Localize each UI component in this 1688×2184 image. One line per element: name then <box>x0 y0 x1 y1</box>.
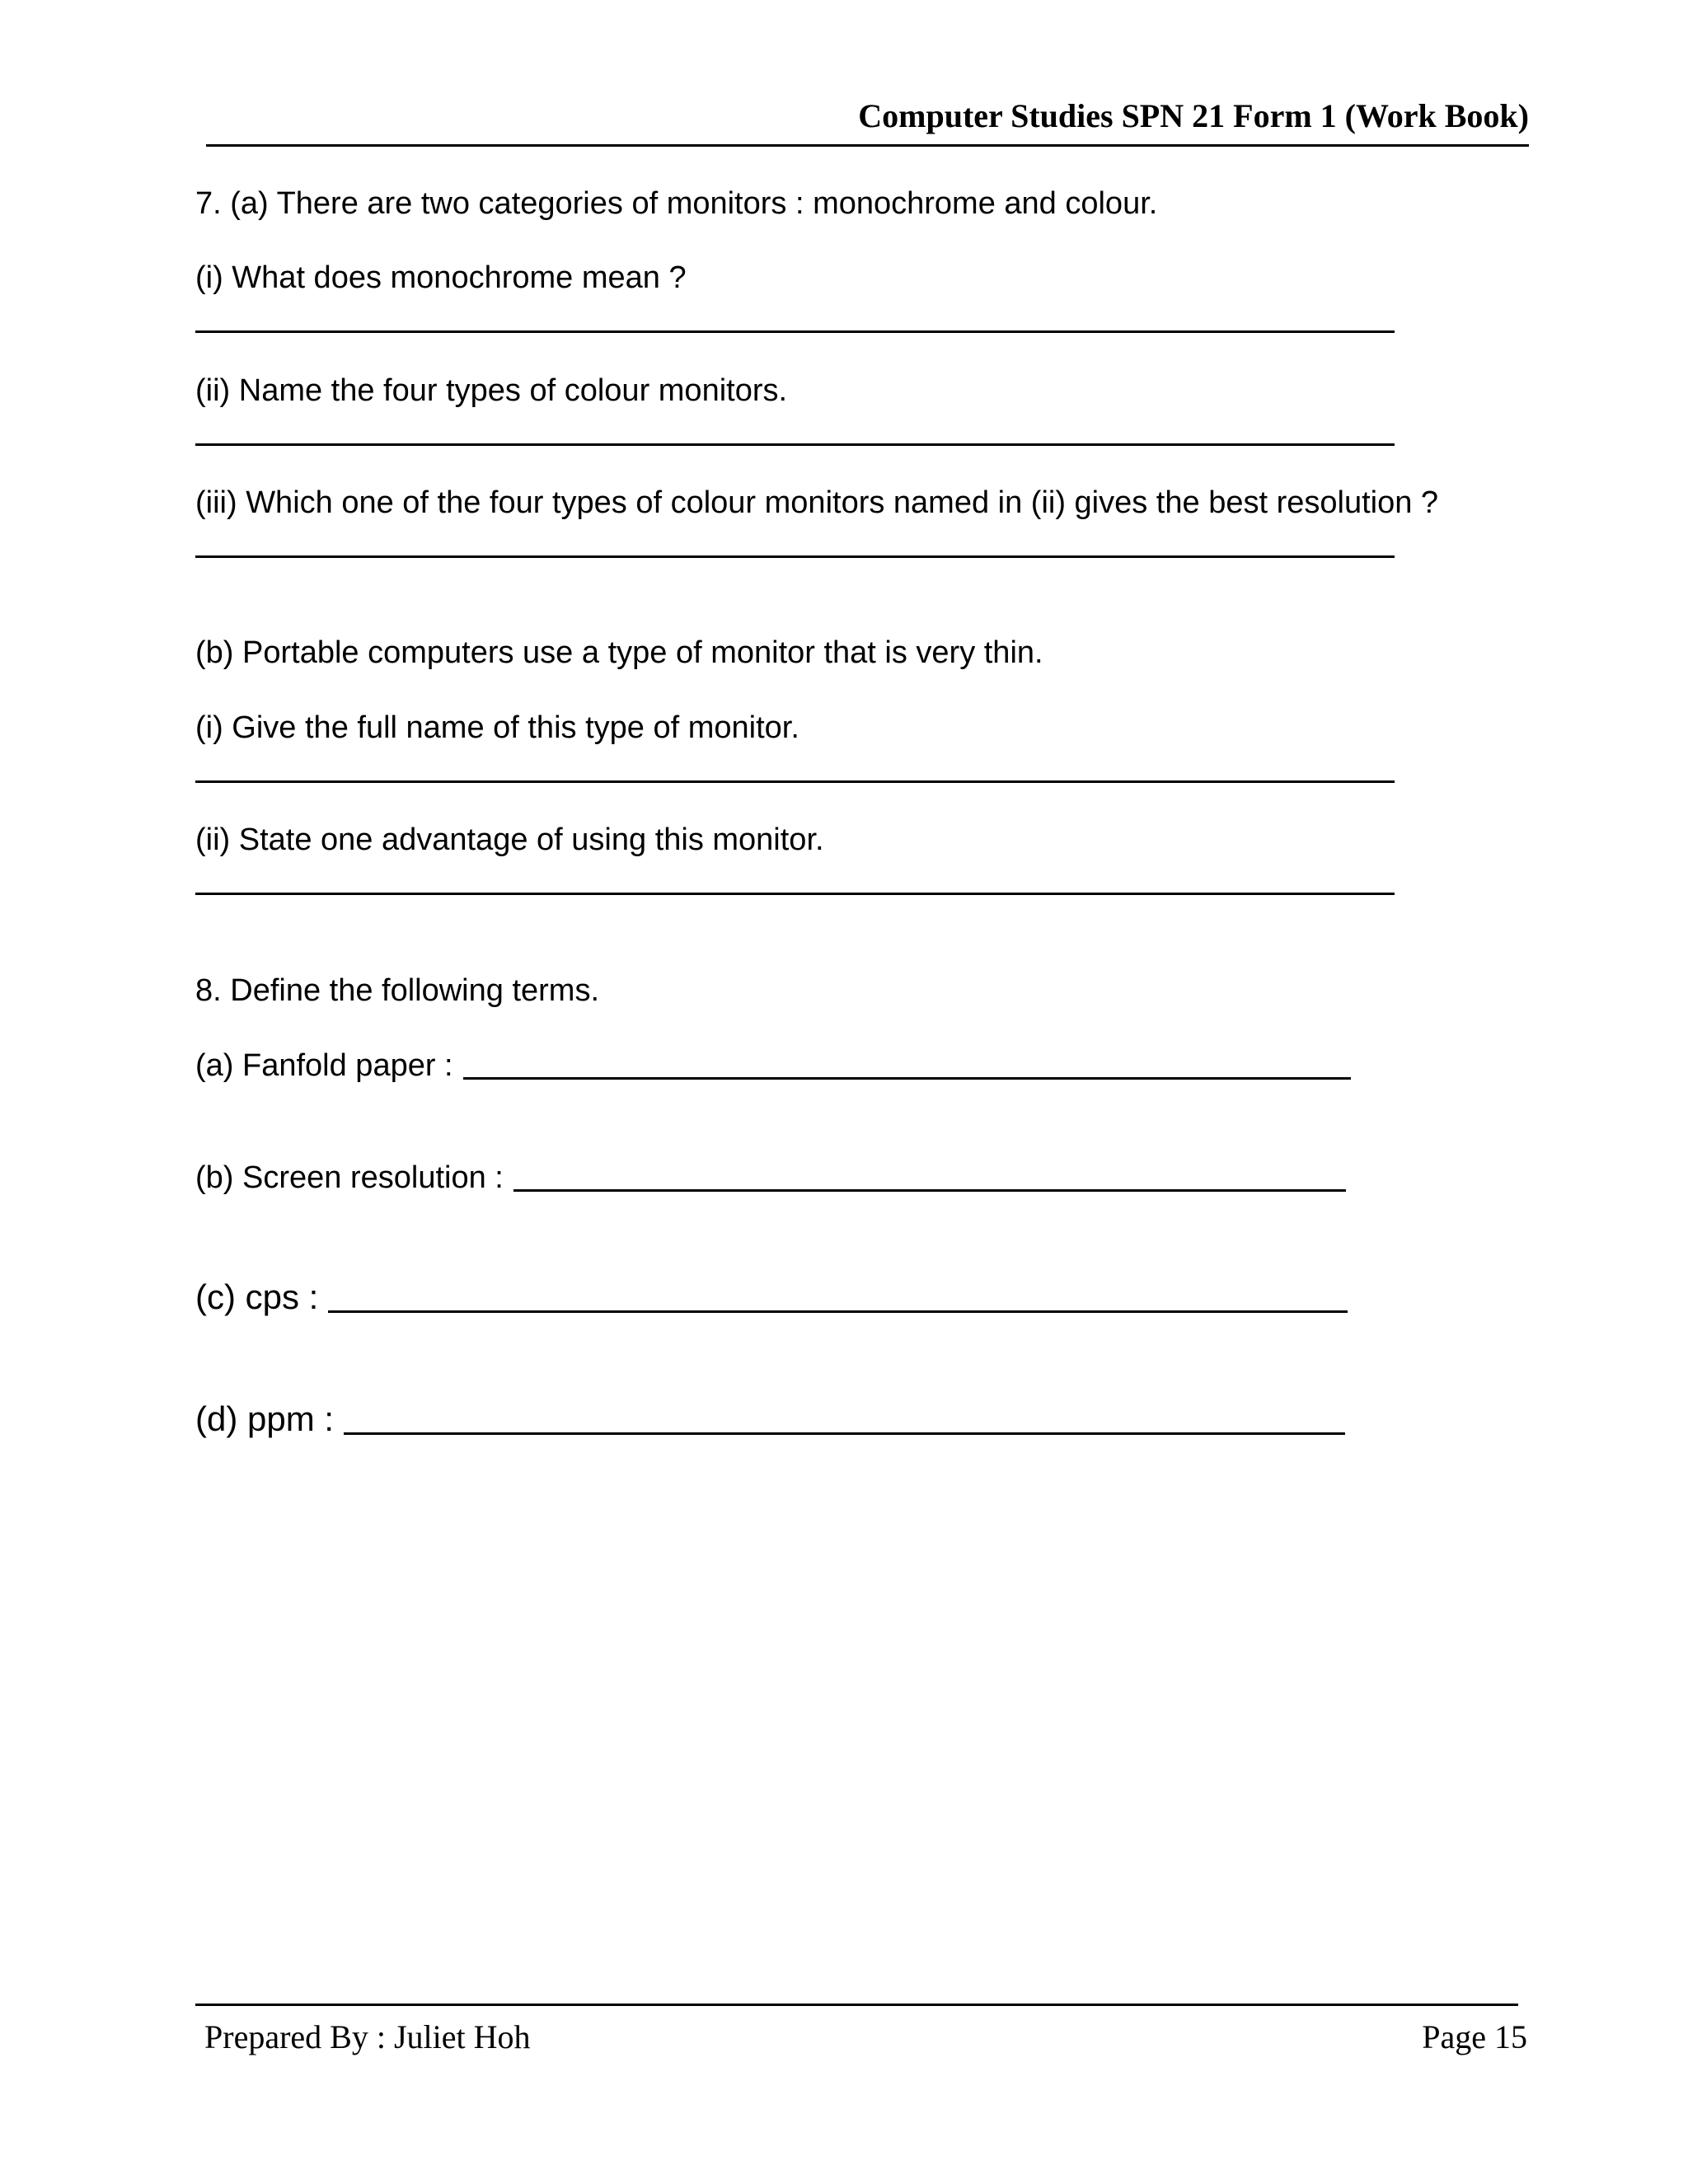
q7b-ii-answer-line[interactable] <box>195 893 1395 895</box>
q8-intro: 8. Define the following terms. <box>195 973 600 1008</box>
q8d-label: (d) ppm : <box>195 1399 335 1438</box>
q7a-i-text: (i) What does monochrome mean ? <box>195 260 687 295</box>
q8a-label: (a) Fanfold paper : <box>195 1048 453 1083</box>
header-title: Computer Studies SPN 21 Form 1 (Work Book) <box>858 97 1529 134</box>
q7b-ii-text: (ii) State one advantage of using this monitor. <box>195 823 824 857</box>
q8b-label: (b) Screen resolution : <box>195 1160 504 1195</box>
q8b-answer-line[interactable] <box>513 1160 1346 1192</box>
q7a-ii-answer-line[interactable] <box>195 443 1395 446</box>
footer-page-number: Page 15 <box>1422 2018 1527 2055</box>
q7a-intro: 7. (a) There are two categories of monitors : monochrome and colour. <box>195 186 1158 221</box>
q8d-row <box>195 1399 1345 1440</box>
q7b-i-answer-line[interactable] <box>195 780 1395 783</box>
q7b-i-text: (i) Give the full name of this type of monitor. <box>195 710 799 745</box>
q7a-i-answer-line[interactable] <box>195 330 1395 333</box>
footer-prepared-by: Prepared By : Juliet Hoh <box>204 2018 531 2055</box>
q8b-row <box>195 1159 1346 1197</box>
q8c-label: (c) cps : <box>195 1277 319 1316</box>
q7a-ii-text: (ii) Name the four types of colour monitors. <box>195 373 788 408</box>
q8c-row <box>195 1277 1348 1318</box>
header-rule <box>206 144 1529 147</box>
q8c-answer-line[interactable] <box>328 1281 1348 1313</box>
q8d-answer-line[interactable] <box>344 1403 1345 1435</box>
q7a-iii-answer-line[interactable] <box>195 555 1395 558</box>
footer-rule <box>195 2004 1518 2006</box>
q7b-intro: (b) Portable computers use a type of monitor that is very thin. <box>195 635 1043 670</box>
q8a-row <box>195 1047 1351 1085</box>
q7a-iii-text: (iii) Which one of the four types of colour monitors named in (ii) gives the best resolution ? <box>195 485 1439 520</box>
q8a-answer-line[interactable] <box>463 1047 1351 1080</box>
